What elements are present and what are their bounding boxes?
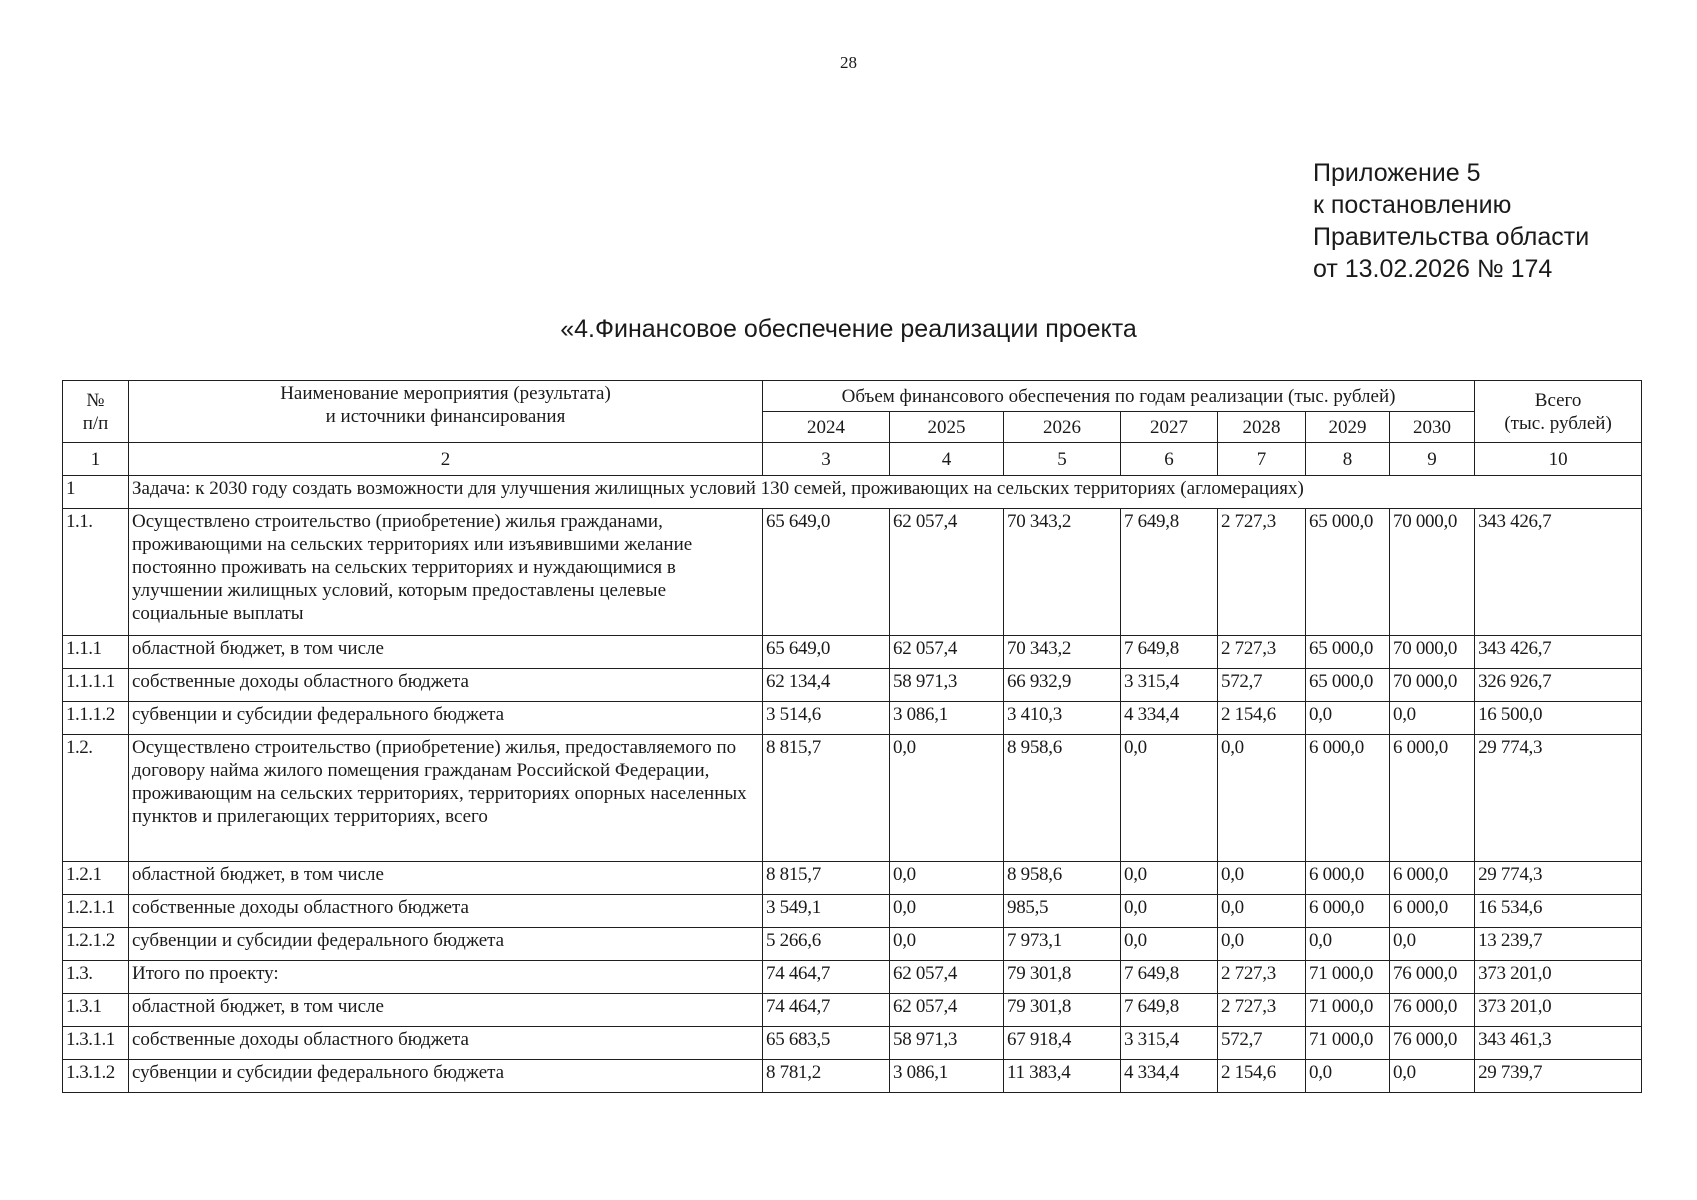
row-year-value: 74 464,7 (763, 961, 890, 994)
appendix-line-2: к постановлению (1313, 191, 1512, 219)
row-name: Итого по проекту: (129, 961, 763, 994)
row-year-value: 985,5 (1004, 895, 1121, 928)
row-year-value: 8 781,2 (763, 1060, 890, 1093)
row-name: собственные доходы областного бюджета (129, 895, 763, 928)
table-row (63, 961, 1642, 994)
row-year-value: 6 000,0 (1306, 735, 1390, 862)
row-year-value: 2 154,6 (1218, 702, 1306, 735)
column-number: 4 (890, 443, 1004, 476)
row-year-value: 70 343,2 (1004, 636, 1121, 669)
row-year-value: 62 057,4 (890, 994, 1004, 1027)
row-year-value: 7 649,8 (1121, 509, 1218, 636)
header-year: 2028 (1218, 412, 1306, 443)
row-total-value: 13 239,7 (1475, 928, 1642, 961)
row-year-value: 2 727,3 (1218, 994, 1306, 1027)
row-year-value: 74 464,7 (763, 994, 890, 1027)
row-year-value: 0,0 (1306, 928, 1390, 961)
row-year-value: 79 301,8 (1004, 961, 1121, 994)
row-year-value: 7 649,8 (1121, 994, 1218, 1027)
task-text: Задача: к 2030 году создать возможности для улучшения жилищных условий 130 семей, проживающих на сельских территориях (агломерациях) (129, 476, 1642, 509)
header-num: № п/п (63, 381, 129, 443)
row-year-value: 71 000,0 (1306, 1027, 1390, 1060)
header-year: 2029 (1306, 412, 1390, 443)
row-year-value: 6 000,0 (1390, 735, 1475, 862)
financing-table (62, 380, 1642, 1093)
row-year-value: 7 649,8 (1121, 636, 1218, 669)
page-number: 28 (840, 53, 857, 72)
row-number: 1.3.1.1 (63, 1027, 129, 1060)
column-number: 9 (1390, 443, 1475, 476)
header-row-1 (63, 381, 1642, 412)
header-year: 2030 (1390, 412, 1475, 443)
row-year-value: 71 000,0 (1306, 961, 1390, 994)
row-year-value: 8 958,6 (1004, 735, 1121, 862)
row-number: 1.2.1.2 (63, 928, 129, 961)
row-year-value: 0,0 (890, 735, 1004, 862)
row-name: Осуществлено строительство (приобретение) жилья, предоставляемого по договору найма жилого помещения гражданам Российской Федерации, проживающим на сельских территориях, территориях опорных населенных пунктов и прилегающих территориях, всего (129, 735, 763, 862)
row-name: областной бюджет, в том числе (129, 636, 763, 669)
row-name: областной бюджет, в том числе (129, 862, 763, 895)
row-year-value: 0,0 (890, 928, 1004, 961)
row-total-value: 343 426,7 (1475, 636, 1642, 669)
row-year-value: 7 649,8 (1121, 961, 1218, 994)
row-year-value: 70 000,0 (1390, 509, 1475, 636)
row-year-value: 66 932,9 (1004, 669, 1121, 702)
row-year-value: 6 000,0 (1306, 862, 1390, 895)
row-year-value: 8 815,7 (763, 862, 890, 895)
row-number: 1.1.1 (63, 636, 129, 669)
table-row (63, 509, 1642, 636)
task-num: 1 (63, 476, 129, 509)
row-number: 1.1.1.1 (63, 669, 129, 702)
row-year-value: 0,0 (1306, 1060, 1390, 1093)
row-year-value: 5 266,6 (763, 928, 890, 961)
column-number: 8 (1306, 443, 1390, 476)
table-row (63, 994, 1642, 1027)
column-number: 1 (63, 443, 129, 476)
row-year-value: 11 383,4 (1004, 1060, 1121, 1093)
header-name: Наименование мероприятия (результата) и источники финансирования (129, 381, 763, 443)
row-year-value: 0,0 (1390, 702, 1475, 735)
row-year-value: 0,0 (1390, 928, 1475, 961)
column-number: 3 (763, 443, 890, 476)
table-row (63, 1027, 1642, 1060)
row-year-value: 3 315,4 (1121, 669, 1218, 702)
row-number: 1.3.1.2 (63, 1060, 129, 1093)
header-volume: Объем финансового обеспечения по годам реализации (тыс. рублей) (763, 381, 1475, 412)
table-row (63, 636, 1642, 669)
row-year-value: 6 000,0 (1390, 895, 1475, 928)
row-total-value: 373 201,0 (1475, 961, 1642, 994)
row-total-value: 326 926,7 (1475, 669, 1642, 702)
row-year-value: 79 301,8 (1004, 994, 1121, 1027)
row-year-value: 58 971,3 (890, 669, 1004, 702)
row-year-value: 62 134,4 (763, 669, 890, 702)
table-row (63, 702, 1642, 735)
row-name: субвенции и субсидии федерального бюджета (129, 928, 763, 961)
row-year-value: 3 315,4 (1121, 1027, 1218, 1060)
table-row (63, 862, 1642, 895)
row-year-value: 67 918,4 (1004, 1027, 1121, 1060)
row-year-value: 62 057,4 (890, 961, 1004, 994)
header-year: 2025 (890, 412, 1004, 443)
row-year-value: 8 815,7 (763, 735, 890, 862)
task-row (63, 476, 1642, 509)
row-number: 1.1.1.2 (63, 702, 129, 735)
row-year-value: 62 057,4 (890, 509, 1004, 636)
row-total-value: 29 774,3 (1475, 735, 1642, 862)
row-name: субвенции и субсидии федерального бюджета (129, 1060, 763, 1093)
column-number-row (63, 443, 1642, 476)
row-year-value: 2 154,6 (1218, 1060, 1306, 1093)
row-year-value: 4 334,4 (1121, 702, 1218, 735)
row-year-value: 76 000,0 (1390, 961, 1475, 994)
row-total-value: 343 461,3 (1475, 1027, 1642, 1060)
row-year-value: 0,0 (1218, 735, 1306, 862)
column-number: 7 (1218, 443, 1306, 476)
row-number: 1.3.1 (63, 994, 129, 1027)
row-total-value: 373 201,0 (1475, 994, 1642, 1027)
row-year-value: 0,0 (1218, 862, 1306, 895)
row-year-value: 65 000,0 (1306, 509, 1390, 636)
row-year-value: 62 057,4 (890, 636, 1004, 669)
row-year-value: 0,0 (1218, 895, 1306, 928)
table-row (63, 669, 1642, 702)
row-year-value: 8 958,6 (1004, 862, 1121, 895)
row-year-value: 65 683,5 (763, 1027, 890, 1060)
row-year-value: 572,7 (1218, 669, 1306, 702)
row-number: 1.1. (63, 509, 129, 636)
row-year-value: 65 000,0 (1306, 669, 1390, 702)
row-year-value: 0,0 (1121, 928, 1218, 961)
appendix-line-3: Правительства области (1313, 223, 1590, 251)
row-number: 1.2.1.1 (63, 895, 129, 928)
table-row (63, 735, 1642, 862)
row-number: 1.2.1 (63, 862, 129, 895)
row-year-value: 4 334,4 (1121, 1060, 1218, 1093)
row-year-value: 65 000,0 (1306, 636, 1390, 669)
row-year-value: 0,0 (1390, 1060, 1475, 1093)
row-year-value: 0,0 (1218, 928, 1306, 961)
row-year-value: 65 649,0 (763, 636, 890, 669)
row-year-value: 0,0 (1121, 735, 1218, 862)
row-year-value: 0,0 (1121, 862, 1218, 895)
row-year-value: 70 000,0 (1390, 669, 1475, 702)
row-year-value: 3 410,3 (1004, 702, 1121, 735)
column-number: 6 (1121, 443, 1218, 476)
row-year-value: 70 343,2 (1004, 509, 1121, 636)
row-year-value: 6 000,0 (1306, 895, 1390, 928)
row-name: областной бюджет, в том числе (129, 994, 763, 1027)
row-year-value: 7 973,1 (1004, 928, 1121, 961)
section-title: «4.Финансовое обеспечение реализации проекта (560, 315, 1137, 343)
row-year-value: 6 000,0 (1390, 862, 1475, 895)
table-row (63, 928, 1642, 961)
row-name: субвенции и субсидии федерального бюджета (129, 702, 763, 735)
row-name: Осуществлено строительство (приобретение) жилья гражданами, проживающими на сельских территориях или изъявившими желание постоянно проживать на сельских территориях и нуждающимися в улучшении жилищных условий, которым предоставлены целевые социальные выплаты (129, 509, 763, 636)
appendix-line-1: Приложение 5 (1313, 159, 1481, 187)
row-number: 1.2. (63, 735, 129, 862)
row-year-value: 70 000,0 (1390, 636, 1475, 669)
row-year-value: 0,0 (1306, 702, 1390, 735)
row-year-value: 3 514,6 (763, 702, 890, 735)
row-year-value: 76 000,0 (1390, 994, 1475, 1027)
row-year-value: 76 000,0 (1390, 1027, 1475, 1060)
header-year: 2027 (1121, 412, 1218, 443)
row-year-value: 0,0 (890, 895, 1004, 928)
row-year-value: 58 971,3 (890, 1027, 1004, 1060)
column-number: 10 (1475, 443, 1642, 476)
column-number: 2 (129, 443, 763, 476)
row-number: 1.3. (63, 961, 129, 994)
row-year-value: 2 727,3 (1218, 636, 1306, 669)
row-name: собственные доходы областного бюджета (129, 1027, 763, 1060)
header-year: 2024 (763, 412, 890, 443)
row-total-value: 343 426,7 (1475, 509, 1642, 636)
header-total: Всего (тыс. рублей) (1475, 381, 1642, 443)
row-name: собственные доходы областного бюджета (129, 669, 763, 702)
table-row (63, 895, 1642, 928)
row-year-value: 0,0 (1121, 895, 1218, 928)
row-year-value: 2 727,3 (1218, 509, 1306, 636)
row-total-value: 16 534,6 (1475, 895, 1642, 928)
appendix-block (1313, 157, 1589, 285)
row-total-value: 29 774,3 (1475, 862, 1642, 895)
table-row (63, 1060, 1642, 1093)
row-year-value: 0,0 (890, 862, 1004, 895)
row-year-value: 65 649,0 (763, 509, 890, 636)
row-year-value: 71 000,0 (1306, 994, 1390, 1027)
row-year-value: 3 549,1 (763, 895, 890, 928)
appendix-line-4: от 13.02.2026 № 174 (1313, 255, 1553, 283)
row-total-value: 16 500,0 (1475, 702, 1642, 735)
row-year-value: 3 086,1 (890, 702, 1004, 735)
row-year-value: 3 086,1 (890, 1060, 1004, 1093)
row-year-value: 2 727,3 (1218, 961, 1306, 994)
row-year-value: 572,7 (1218, 1027, 1306, 1060)
column-number: 5 (1004, 443, 1121, 476)
header-year: 2026 (1004, 412, 1121, 443)
row-total-value: 29 739,7 (1475, 1060, 1642, 1093)
